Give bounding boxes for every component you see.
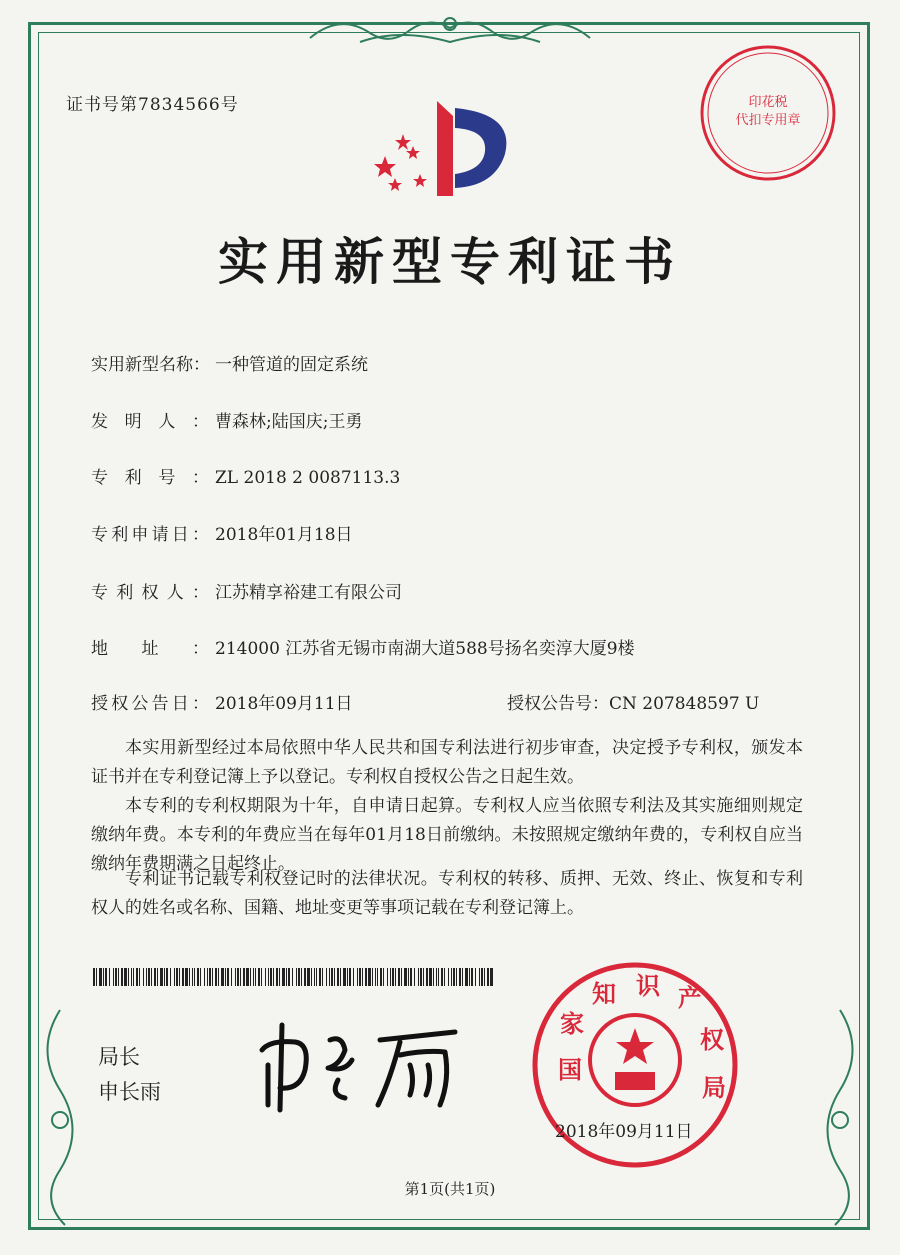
field-address bbox=[91, 634, 635, 659]
field-patentee bbox=[91, 578, 402, 603]
field-value: 2018年09月11日 bbox=[215, 694, 353, 714]
svg-text:产: 产 bbox=[678, 984, 702, 1012]
paragraph-grant: 本实用新型经过本局依照中华人民共和国专利法进行初步审查，决定授予专利权，颁发本证书并在专利登记簿上予以登记。专利权自授权公告之日起生效。 bbox=[91, 738, 803, 787]
field-value: 一种管道的固定系统 bbox=[215, 355, 368, 375]
signer-role: 局长 bbox=[98, 1045, 140, 1069]
barcode-bar bbox=[490, 968, 493, 986]
paragraph-legal-status: 专利证书记载专利权登记时的法律状况。专利权的转移、质押、无效、终止、恢复和专利权人的姓名或名称、国籍、地址变更等事项记载在专利登记簿上。 bbox=[91, 869, 803, 918]
page-title: 实用新型专利证书 bbox=[218, 233, 682, 291]
svg-text:局: 局 bbox=[702, 1074, 726, 1102]
top-ornament bbox=[300, 8, 600, 52]
seal-date: 2018年09月11日 bbox=[555, 1122, 693, 1142]
svg-text:家: 家 bbox=[560, 1010, 584, 1038]
field-label: 专利权人： bbox=[91, 583, 209, 603]
svg-text:国: 国 bbox=[558, 1056, 582, 1084]
field-inventor bbox=[91, 407, 362, 432]
field-patent-number bbox=[91, 463, 400, 488]
certificate-number: 证书号第7834566号 bbox=[66, 95, 239, 115]
field-utility-model-name bbox=[91, 350, 368, 375]
field-value: 2018年01月18日 bbox=[215, 525, 353, 545]
svg-text:识: 识 bbox=[636, 972, 660, 1000]
svg-text:代扣专用章: 代扣专用章 bbox=[735, 113, 801, 128]
field-label: 地址： bbox=[91, 639, 209, 659]
field-value: ZL 2018 2 0087113.3 bbox=[215, 468, 401, 488]
tax-seal bbox=[697, 42, 839, 184]
field-filing-date bbox=[91, 520, 353, 545]
field-label: 实用新型名称： bbox=[91, 355, 210, 375]
field-grant-number bbox=[507, 689, 759, 714]
svg-text:知: 知 bbox=[592, 980, 616, 1008]
field-grant-date bbox=[91, 689, 353, 714]
svg-text:印花税: 印花税 bbox=[748, 95, 788, 110]
field-value: CN 207848597 U bbox=[609, 694, 760, 714]
barcode bbox=[93, 968, 493, 986]
field-label: 授权公告号： bbox=[507, 694, 609, 714]
field-label: 专利申请日： bbox=[91, 525, 209, 545]
field-label: 专利号： bbox=[91, 468, 209, 488]
paragraph-term: 本专利的专利权期限为十年，自申请日起算。专利权人应当依照专利法及其实施细则规定缴纳年费。本专利的年费应当在每年01月18日前缴纳。未按照规定缴纳年费的，专利权自应当缴纳年费期满之日起终止。 bbox=[91, 796, 803, 874]
field-label: 授权公告日： bbox=[91, 694, 209, 714]
page-footer: 第1页(共1页) bbox=[404, 1180, 496, 1198]
field-value: 曹森林;陆国庆;王勇 bbox=[215, 412, 363, 432]
signer-name: 申长雨 bbox=[98, 1080, 161, 1104]
field-value: 214000 江苏省无锡市南湖大道588号扬名奕淳大厦9楼 bbox=[215, 639, 635, 659]
handwritten-signature bbox=[250, 1010, 470, 1120]
field-label: 发明人： bbox=[91, 412, 209, 432]
svg-text:权: 权 bbox=[700, 1026, 724, 1054]
field-value: 江苏精享裕建工有限公司 bbox=[215, 583, 402, 603]
patent-office-logo bbox=[365, 96, 535, 201]
